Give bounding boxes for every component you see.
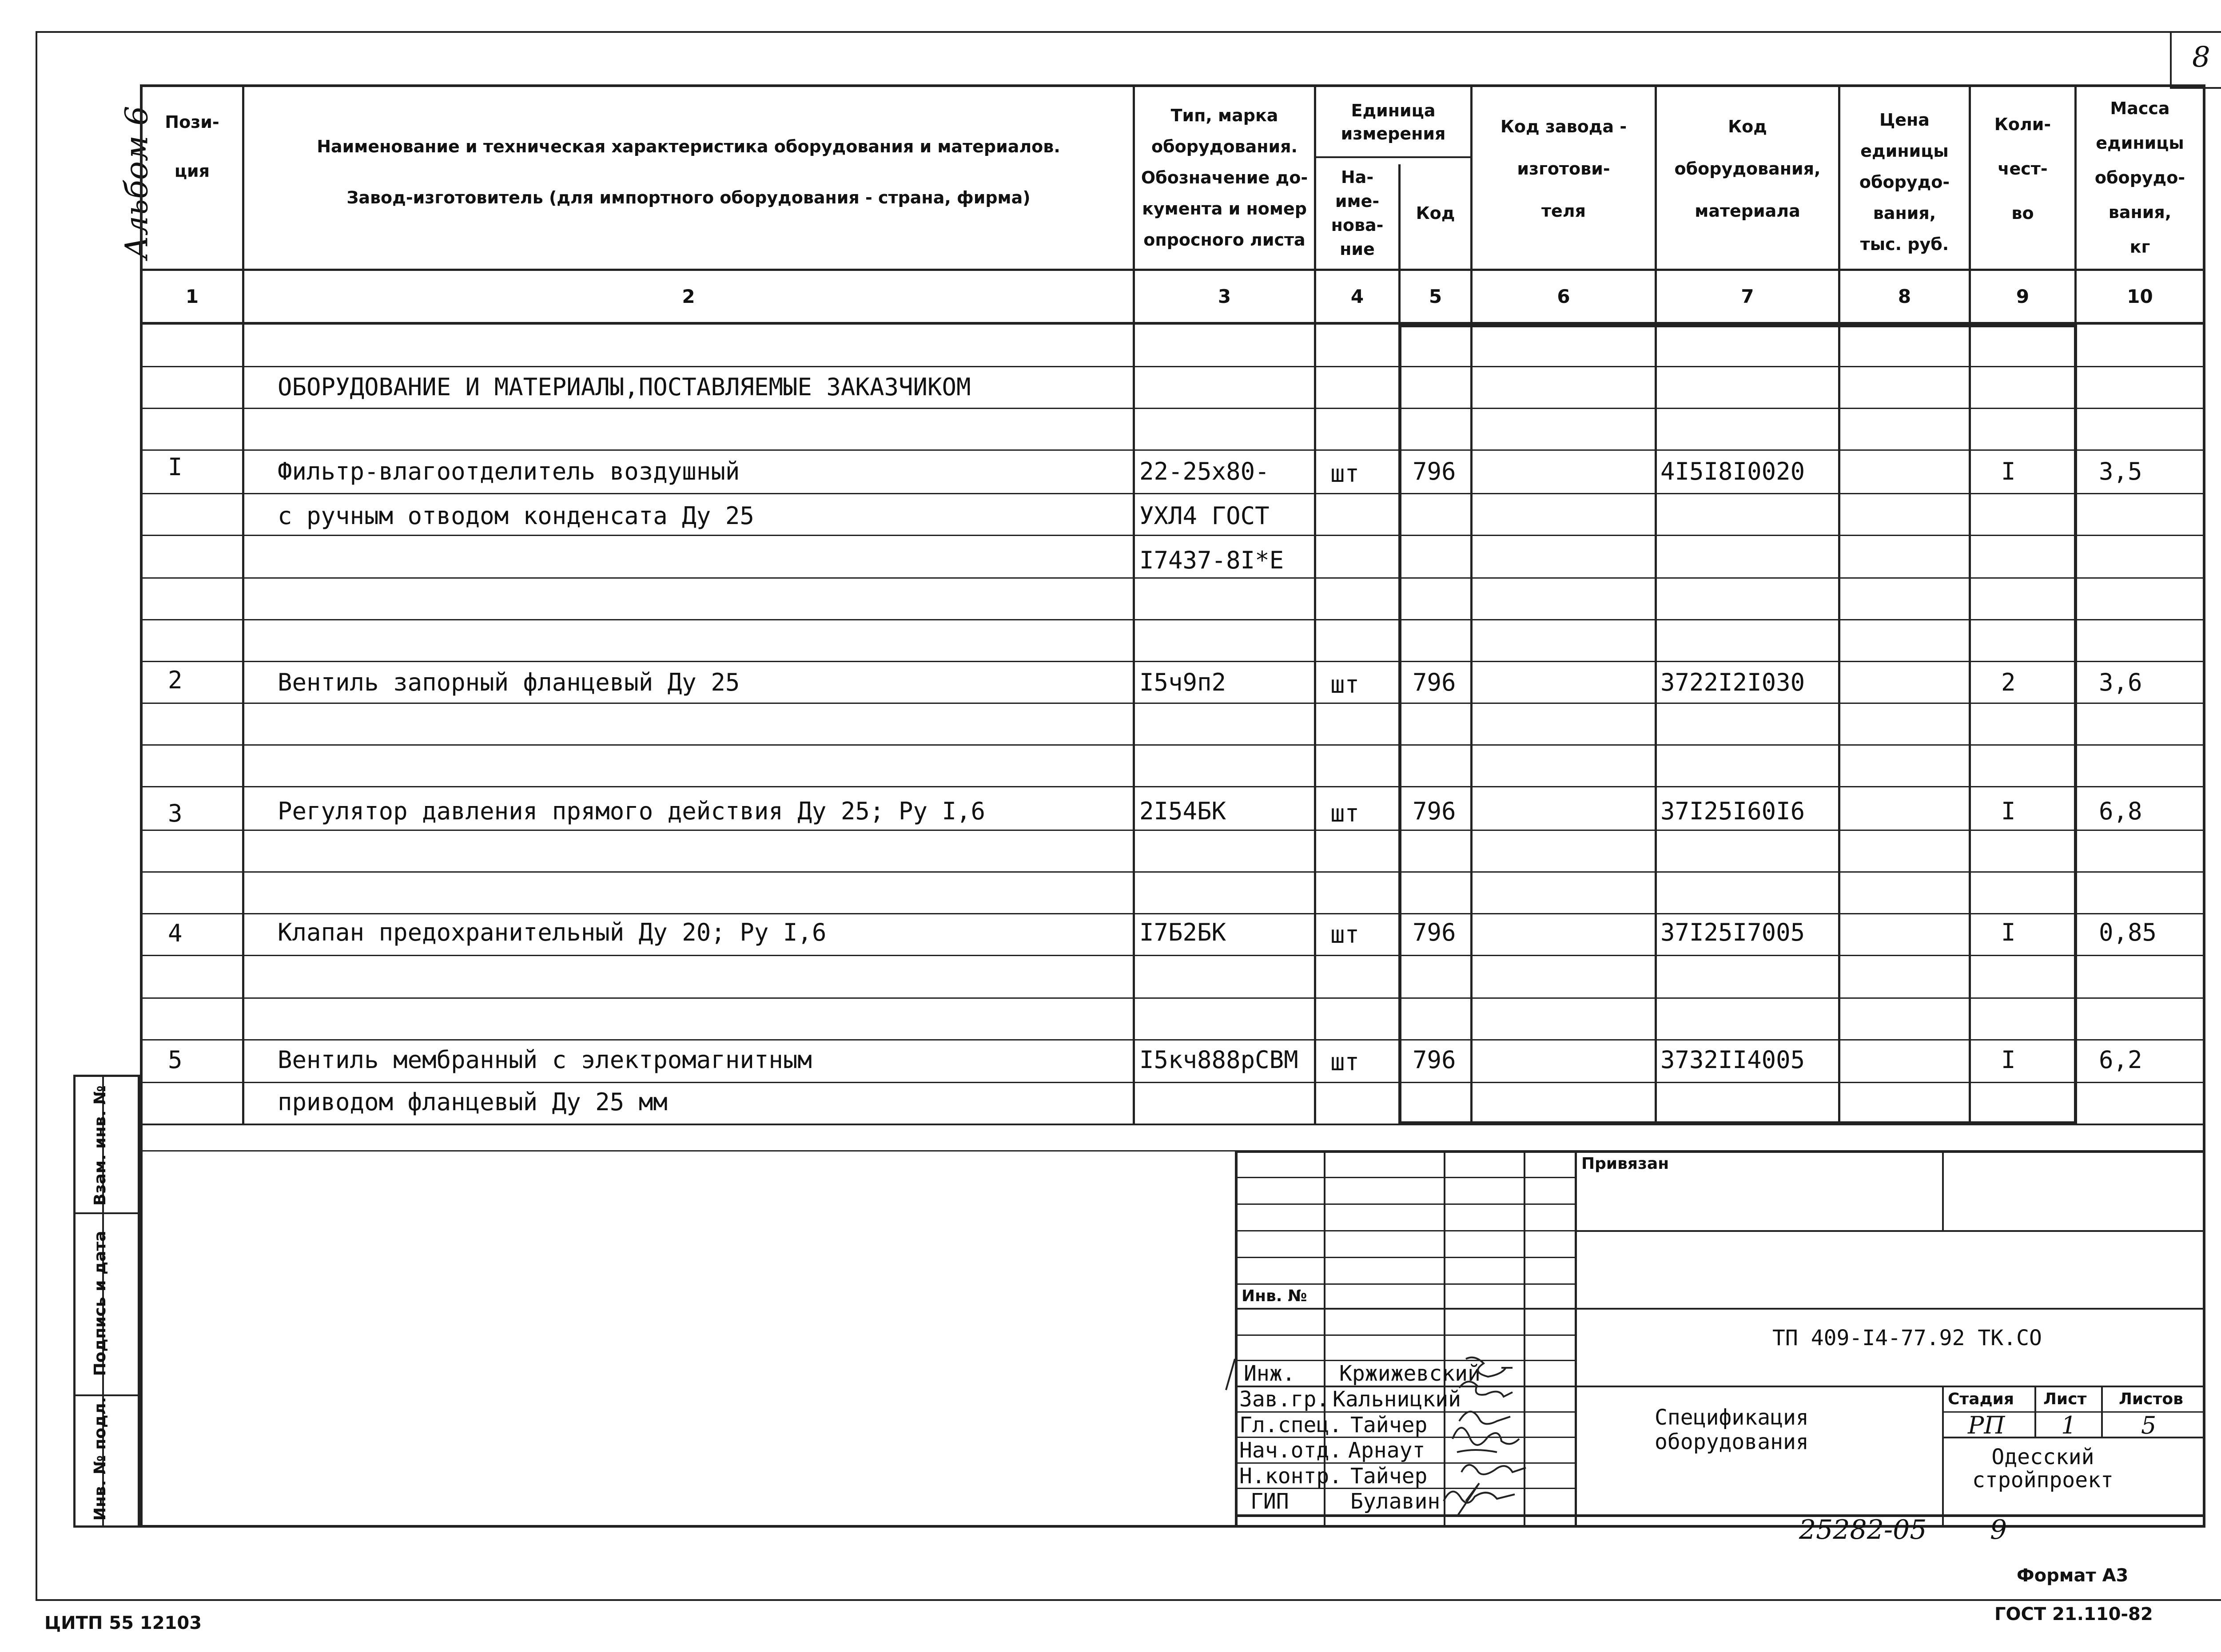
row-line [140, 1124, 2205, 1125]
pos-cell: 2 [168, 666, 183, 694]
equip-code-cell: 37I25I7005 [1660, 918, 1805, 946]
row-line [140, 1082, 2205, 1083]
row-line [140, 366, 2205, 367]
name-cell: Фильтр-влагоотделитель воздушный [278, 457, 740, 485]
row-line [140, 744, 2205, 746]
header-price: Цена единицы оборудо- вания, тыс. руб. [1859, 110, 1950, 254]
tb-row [1235, 1308, 2205, 1310]
type-cell: I7Б2БК [1139, 918, 1226, 946]
doc-code: ТП 409-I4-77.92 ТК.СО [1772, 1326, 2042, 1350]
row-line [140, 661, 2205, 662]
unit-group-line [1314, 156, 1472, 158]
row-line [140, 577, 2205, 579]
equip-code-cell: 37I25I60I6 [1660, 797, 1805, 825]
role-label: Н.контр. [1239, 1464, 1342, 1489]
name-cell: Вентиль мембранный с электромагнитным [278, 1046, 812, 1074]
name-cell: Клапан предохранительный Ду 20; Ру I,6 [278, 918, 827, 946]
sheet-label: Лист [2043, 1390, 2087, 1408]
column-number: 10 [2127, 286, 2153, 307]
unit-code-cell: 796 [1413, 457, 1456, 485]
header-unit-code: Код [1416, 203, 1455, 223]
unit-cell: шт [1330, 921, 1360, 949]
mass-cell: 3,6 [2099, 668, 2142, 696]
row-line [140, 449, 2205, 451]
row-line [140, 535, 2205, 536]
tb-row [1235, 1230, 1577, 1231]
sheets-label: Листов [2119, 1390, 2183, 1408]
column-number: 6 [1557, 286, 1570, 307]
person-name: Булавин [1350, 1489, 1441, 1514]
inv-no-label: Инв. № [1242, 1287, 1307, 1305]
column-number: 9 [2016, 286, 2030, 307]
qty-cell: I [2001, 918, 2016, 946]
tb-row [1235, 1203, 1577, 1205]
unit-code-cell: 796 [1413, 668, 1456, 696]
type-cell: I5кч888рСВМ [1139, 1046, 1298, 1074]
qty-cell: I [2001, 797, 2016, 825]
header-name-line2: Завод-изготовитель (для импортного оборудования - страна, фирма) [346, 188, 1031, 207]
type-cell: I7437-8I*E [1139, 546, 1284, 574]
qty-cell: 2 [2001, 668, 2016, 696]
column-number: 5 [1429, 286, 1442, 307]
stamp-podpis-data: Подпись и дата [91, 1231, 109, 1376]
album-label: Альбом 6 [118, 106, 155, 259]
archive-number: 25282-05 [1799, 1514, 1927, 1545]
role-label: Инж. [1244, 1361, 1295, 1386]
row-line [140, 997, 2205, 999]
section-title: ОБОРУДОВАНИЕ И МАТЕРИАЛЫ,ПОСТАВЛЯЕМЫЕ ЗАКАЗЧИКОМ [278, 373, 971, 401]
person-name: Арнаут [1348, 1438, 1425, 1463]
column-number: 2 [682, 286, 695, 307]
name-cell: Регулятор давления прямого действия Ду 25; Ру I,6 [278, 797, 986, 825]
equip-code-cell: 3732II4005 [1660, 1046, 1805, 1074]
name-cell: с ручным отводом конденсата Ду 25 [278, 502, 754, 530]
person-name: Кржижевский [1339, 1361, 1481, 1386]
unit-cell: шт [1330, 799, 1360, 827]
unit-code-cell: 796 [1413, 918, 1456, 946]
equip-code-cell: 3722I2I030 [1660, 668, 1805, 696]
row-line [140, 871, 2205, 873]
qty-cell: I [2001, 457, 2016, 485]
tb-col [1942, 1386, 1944, 1528]
role-label: ГИП [1250, 1489, 1289, 1514]
name-cell: приводом фланцевый Ду 25 мм [278, 1088, 668, 1116]
stamp-vzam-inv: Взам. инв. № [91, 1085, 109, 1206]
header-position: Пози- ция [165, 112, 219, 181]
column-number: 7 [1741, 286, 1754, 307]
role-label: Зав.гр. [1239, 1387, 1329, 1412]
column-number: 8 [1898, 286, 1911, 307]
gost-label: ГОСТ 21.110-82 [1994, 1604, 2153, 1624]
column-number: 3 [1218, 286, 1231, 307]
unit-cell: шт [1330, 1048, 1360, 1076]
unit-code-cell: 796 [1413, 797, 1456, 825]
header-unit-group: Единица измерения [1341, 101, 1446, 143]
header-quantity: Коли- чест- во [1994, 115, 2051, 223]
column-number: 4 [1350, 286, 1364, 307]
unit-code-cell: 796 [1413, 1046, 1456, 1074]
name-cell: Вентиль запорный фланцевый Ду 25 [278, 668, 740, 696]
pos-cell: 4 [168, 919, 183, 947]
privyazan-label: Привязан [1581, 1155, 1669, 1173]
row-line [140, 408, 2205, 409]
row-line [140, 493, 2205, 494]
person-name: Кальницкий [1333, 1387, 1461, 1412]
stamp-inv-podl: Инв. № подл. [91, 1397, 109, 1521]
stage-value: РП [1968, 1411, 2005, 1439]
type-cell: УХЛ4 ГОСТ [1139, 502, 1270, 530]
col-line [242, 84, 244, 1124]
mass-cell: 0,85 [2099, 918, 2157, 946]
pos-cell: 5 [168, 1046, 183, 1074]
stage-label: Стадия [1948, 1390, 2014, 1408]
signature-marks [1217, 1350, 1541, 1519]
mass-cell: 3,5 [2099, 457, 2142, 485]
header-equip-code: Код оборудования, материала [1674, 116, 1821, 221]
sheet-value: 1 [2061, 1411, 2077, 1439]
row-line [140, 830, 2205, 831]
document-title: Спецификация оборудования [1655, 1405, 1809, 1454]
tb-row [1235, 1177, 1577, 1178]
type-cell: 2I54БК [1139, 797, 1226, 825]
tb-row [1235, 1334, 1577, 1336]
tb-col [1575, 1150, 1577, 1528]
row-line [140, 703, 2205, 704]
format-label: Формат А3 [2017, 1565, 2129, 1586]
qty-cell: I [2001, 1046, 2016, 1074]
organization: Одесский стройпроект [1972, 1445, 2114, 1493]
type-cell: I5ч9п2 [1139, 668, 1226, 696]
row-line [140, 619, 2205, 620]
tb-row [1235, 1283, 1577, 1285]
tb-row [1235, 1257, 1577, 1258]
role-label: Гл.спец. [1239, 1413, 1342, 1438]
sheet-number: 8 [2192, 41, 2210, 74]
row-line [140, 955, 2205, 956]
row-line [140, 1039, 2205, 1040]
citp-label: ЦИТП 55 12103 [44, 1613, 202, 1633]
archive-page: 9 [1990, 1514, 2007, 1545]
row-line [140, 913, 2205, 914]
header-factory-code: Код завода - изготови- теля [1500, 116, 1627, 221]
tb-row [1575, 1230, 2205, 1232]
header-mass: Масса единицы оборудо- вания, кг [2094, 99, 2185, 257]
mass-cell: 6,8 [2099, 797, 2142, 825]
tb-col [1942, 1150, 1944, 1230]
mass-cell: 6,2 [2099, 1046, 2142, 1074]
pos-cell: 3 [168, 799, 183, 827]
role-label: Нач.отд. [1239, 1438, 1342, 1463]
equip-code-cell: 4I5I8I0020 [1660, 457, 1805, 485]
unit-cell: шт [1330, 460, 1360, 488]
unit-cell: шт [1330, 671, 1360, 699]
header-type: Тип, марка оборудования. Обозначение до- кумента и номер опросного листа [1141, 106, 1308, 250]
column-number: 1 [185, 286, 199, 307]
sheets-value: 5 [2141, 1411, 2157, 1439]
code-box [1398, 324, 2077, 1124]
pos-cell: I [168, 453, 183, 481]
header-unit-name: На- име- нова- ние [1331, 167, 1384, 259]
type-cell: 22-25x80- [1139, 457, 1270, 485]
header-name-line1: Наименование и техническая характеристика оборудования и материалов. [317, 137, 1060, 156]
person-name: Тайчер [1350, 1464, 1428, 1489]
row-line [140, 786, 2205, 787]
side-stamp-line [73, 1212, 140, 1214]
person-name: Тайчер [1350, 1413, 1428, 1438]
